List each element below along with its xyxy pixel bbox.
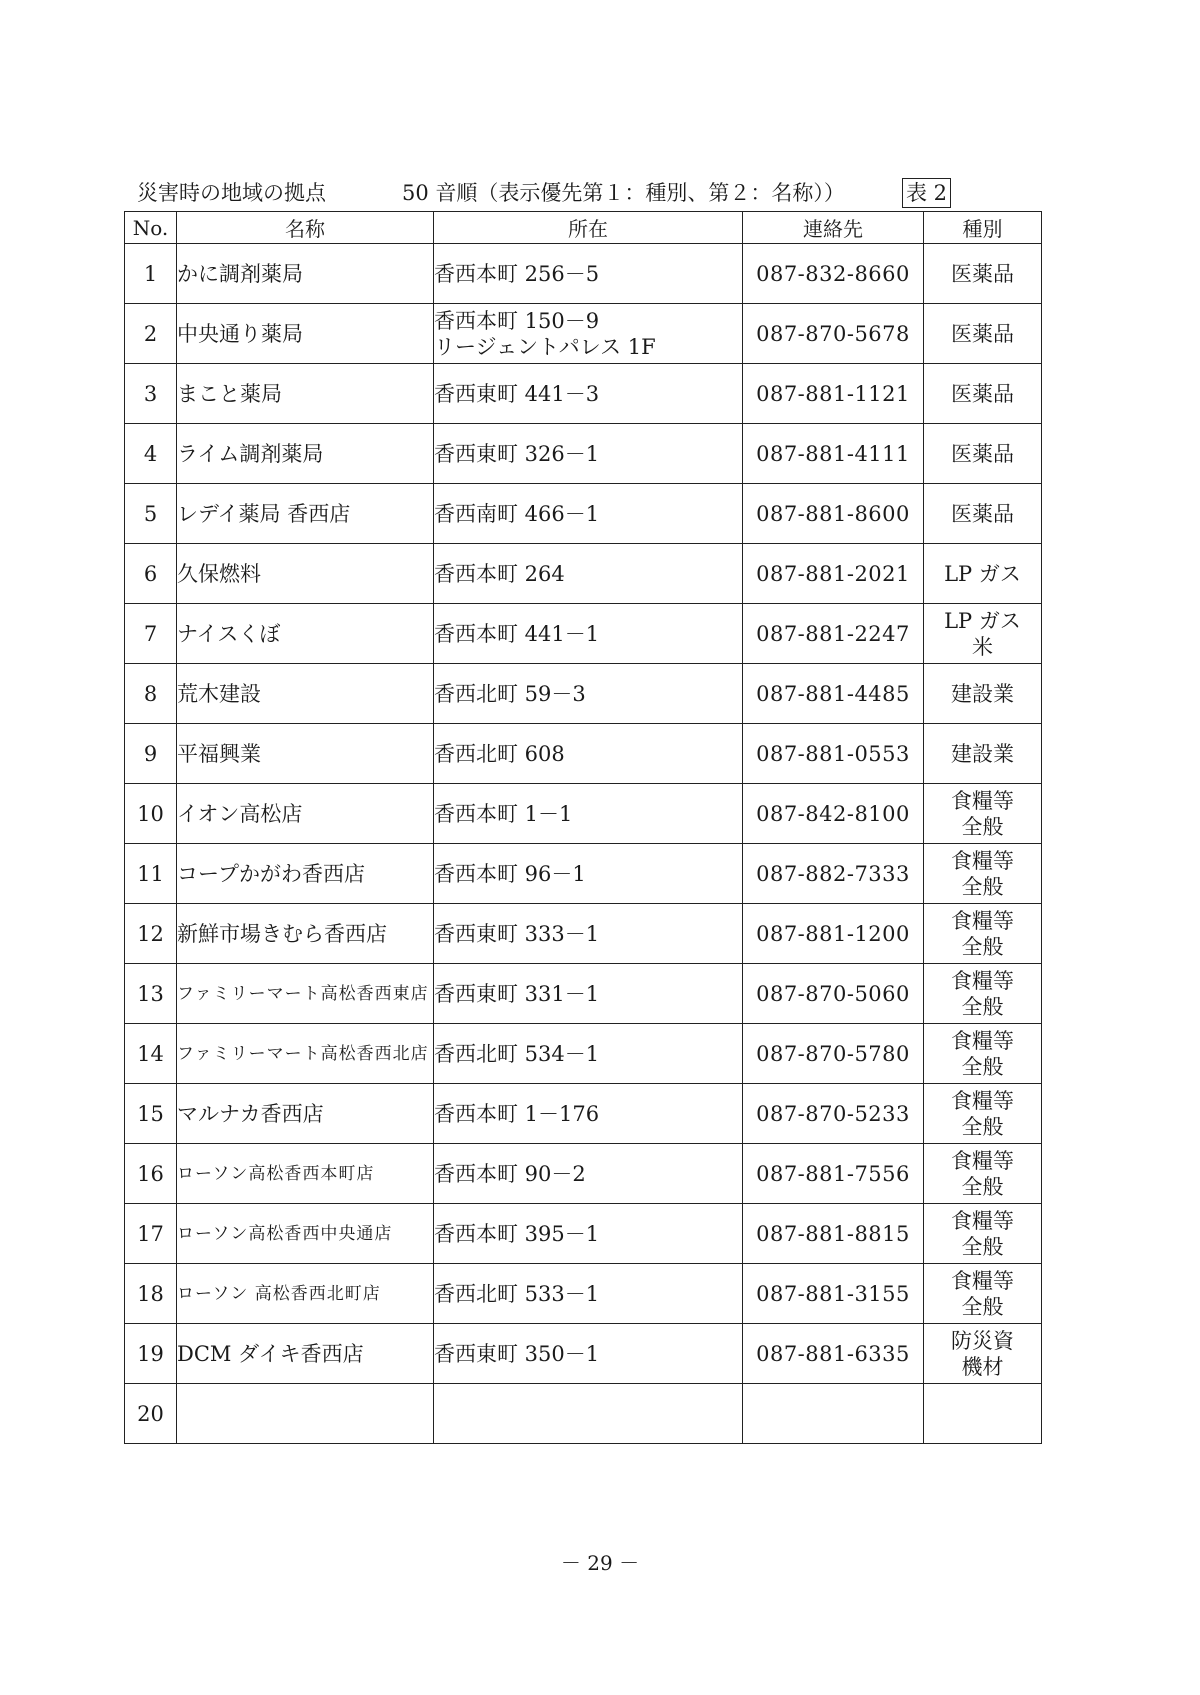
table-row [125,1024,1042,1084]
row-name: レデイ薬局 香西店 [177,484,434,544]
row-contact: 087-881-1121 [743,364,924,424]
row-contact: 087-870-5780 [743,1024,924,1084]
row-address: 香西東町 333－1 [434,904,743,964]
row-number: 7 [125,604,177,664]
row-category: LP ガス 米 [924,604,1042,664]
row-address: 香西東町 326－1 [434,424,743,484]
row-contact: 087-881-8815 [743,1204,924,1264]
table-row [125,604,1042,664]
row-number: 3 [125,364,177,424]
row-contact: 087-881-4485 [743,664,924,724]
table-row [125,1144,1042,1204]
row-number: 5 [125,484,177,544]
table-row [125,904,1042,964]
row-address: 香西本町 1－176 [434,1084,743,1144]
row-address: 香西本町 395－1 [434,1204,743,1264]
column-header-no: No. [125,212,177,244]
row-category: 防災資 機材 [924,1324,1042,1384]
table-row [125,544,1042,604]
row-name: ローソン高松香西本町店 [177,1144,434,1204]
row-address: 香西本町 1－1 [434,784,743,844]
row-number: 18 [125,1264,177,1324]
column-header-category: 種別 [924,212,1042,244]
table-row [125,724,1042,784]
row-address: 香西本町 264 [434,544,743,604]
table-row [125,424,1042,484]
row-name: 荒木建設 [177,664,434,724]
row-name: ナイスくぼ [177,604,434,664]
row-category: LP ガス [924,544,1042,604]
row-address: 香西北町 608 [434,724,743,784]
table-row [125,244,1042,304]
row-category: 食糧等 全般 [924,844,1042,904]
row-name: DCM ダイキ香西店 [177,1324,434,1384]
row-name [177,1384,434,1444]
row-contact: 087-842-8100 [743,784,924,844]
row-category: 食糧等 全般 [924,784,1042,844]
row-contact: 087-882-7333 [743,844,924,904]
row-category: 食糧等 全般 [924,1204,1042,1264]
row-name: イオン高松店 [177,784,434,844]
row-number: 20 [125,1384,177,1444]
row-category: 医薬品 [924,304,1042,364]
page-number: － 29 － [560,1551,640,1575]
row-name: 平福興業 [177,724,434,784]
table-row [125,1324,1042,1384]
row-name: コープかがわ香西店 [177,844,434,904]
row-address: 香西本町 256－5 [434,244,743,304]
table-body [125,244,1042,1444]
heading-title: 災害時の地域の拠点 [137,181,326,205]
row-category: 医薬品 [924,484,1042,544]
row-contact: 087-881-1200 [743,904,924,964]
row-contact: 087-881-7556 [743,1144,924,1204]
row-contact: 087-870-5233 [743,1084,924,1144]
table-row [125,484,1042,544]
row-name: かに調剤薬局 [177,244,434,304]
row-contact: 087-881-4111 [743,424,924,484]
table-row [125,1084,1042,1144]
row-name: ローソン 高松香西北町店 [177,1264,434,1324]
row-address: 香西北町 59－3 [434,664,743,724]
table-row [125,784,1042,844]
row-contact: 087-870-5678 [743,304,924,364]
row-category: 食糧等 全般 [924,904,1042,964]
table-header-row [125,212,1042,244]
row-category: 食糧等 全般 [924,1144,1042,1204]
row-address: 香西北町 533－1 [434,1264,743,1324]
row-name: ファミリーマート高松香西東店 [177,964,434,1024]
row-number: 12 [125,904,177,964]
row-category: 食糧等 全般 [924,964,1042,1024]
row-address [434,1384,743,1444]
row-name: 中央通り薬局 [177,304,434,364]
row-category: 建設業 [924,724,1042,784]
base-locations-table [124,211,1042,1444]
row-number: 8 [125,664,177,724]
column-header-address: 所在 [434,212,743,244]
row-category: 食糧等 全般 [924,1264,1042,1324]
table-row [125,664,1042,724]
heading-sort-note: 50 音順（表示優先第１：種別、第２：名称）） [402,181,845,205]
row-name: まこと薬局 [177,364,434,424]
row-category [924,1384,1042,1444]
row-address: 香西本町 90－2 [434,1144,743,1204]
column-header-name: 名称 [177,212,434,244]
table-tag: 表 2 [902,178,951,208]
row-contact: 087-881-8600 [743,484,924,544]
row-address: 香西南町 466－1 [434,484,743,544]
row-number: 9 [125,724,177,784]
row-name: 久保燃料 [177,544,434,604]
row-category: 建設業 [924,664,1042,724]
table-heading [137,176,957,210]
table-row [125,364,1042,424]
row-contact: 087-881-2021 [743,544,924,604]
row-number: 13 [125,964,177,1024]
table-row [125,1384,1042,1444]
row-contact [743,1384,924,1444]
row-number: 1 [125,244,177,304]
row-category: 食糧等 全般 [924,1024,1042,1084]
row-name: ライム調剤薬局 [177,424,434,484]
row-contact: 087-832-8660 [743,244,924,304]
row-contact: 087-881-6335 [743,1324,924,1384]
row-address: 香西本町 150－9 リージェントパレス 1F [434,304,743,364]
row-address: 香西東町 441－3 [434,364,743,424]
row-number: 10 [125,784,177,844]
row-contact: 087-881-3155 [743,1264,924,1324]
row-number: 17 [125,1204,177,1264]
row-category: 医薬品 [924,424,1042,484]
row-name: マルナカ香西店 [177,1084,434,1144]
table-row [125,1264,1042,1324]
row-number: 14 [125,1024,177,1084]
row-number: 19 [125,1324,177,1384]
row-name: ファミリーマート高松香西北店 [177,1024,434,1084]
row-category: 医薬品 [924,364,1042,424]
row-category: 食糧等 全般 [924,1084,1042,1144]
row-address: 香西東町 350－1 [434,1324,743,1384]
row-number: 16 [125,1144,177,1204]
row-address: 香西本町 441－1 [434,604,743,664]
row-category: 医薬品 [924,244,1042,304]
row-name: ローソン高松香西中央通店 [177,1204,434,1264]
table-row [125,964,1042,1024]
row-number: 6 [125,544,177,604]
row-address: 香西東町 331－1 [434,964,743,1024]
table-row [125,304,1042,364]
table-row [125,844,1042,904]
row-number: 4 [125,424,177,484]
column-header-contact: 連絡先 [743,212,924,244]
row-contact: 087-870-5060 [743,964,924,1024]
row-number: 11 [125,844,177,904]
table-row [125,1204,1042,1264]
row-name: 新鮮市場きむら香西店 [177,904,434,964]
row-contact: 087-881-2247 [743,604,924,664]
row-contact: 087-881-0553 [743,724,924,784]
row-address: 香西本町 96－1 [434,844,743,904]
row-number: 15 [125,1084,177,1144]
row-address: 香西北町 534－1 [434,1024,743,1084]
row-number: 2 [125,304,177,364]
